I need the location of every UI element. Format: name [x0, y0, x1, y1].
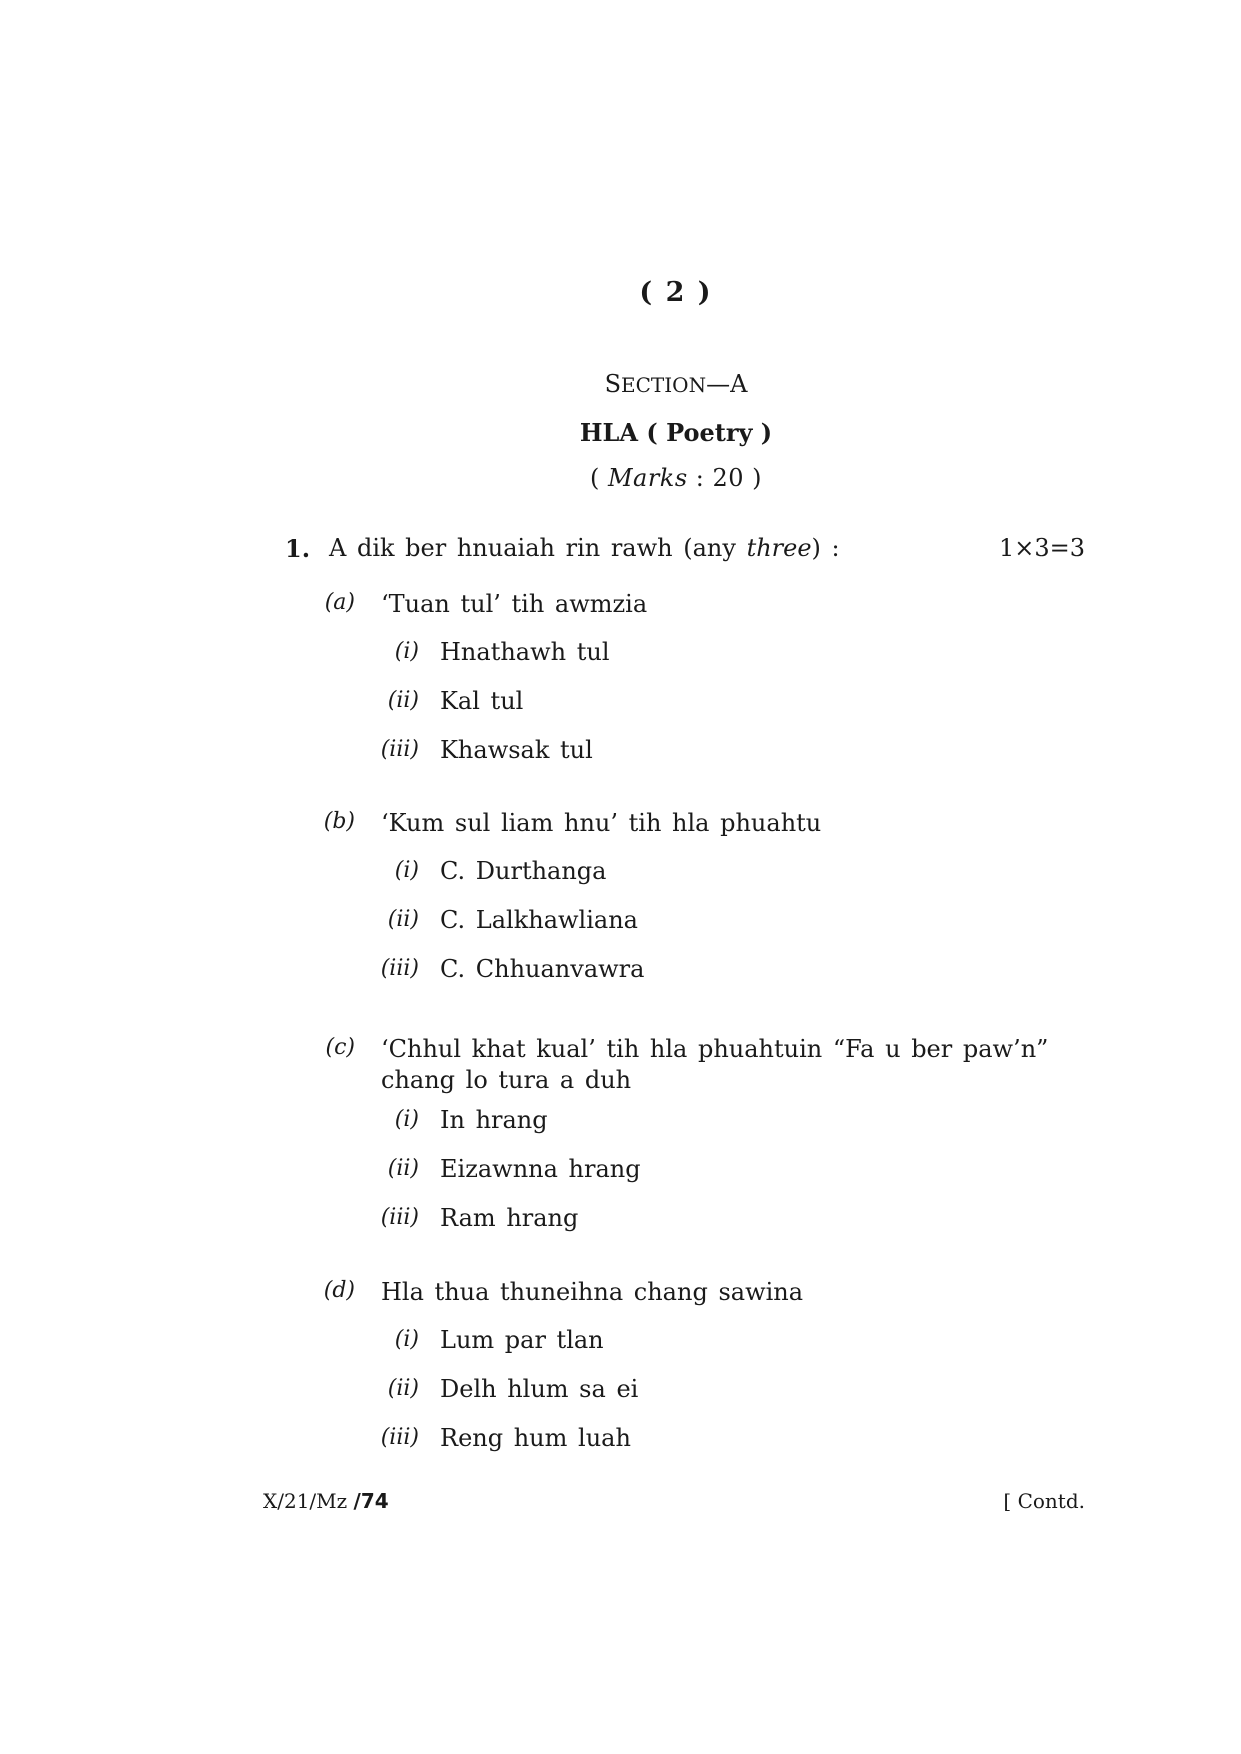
continued-note: [ Contd. — [1003, 1489, 1085, 1513]
option-text: Lum par tlan — [440, 1326, 604, 1354]
question-marks: 1×3=3 — [998, 534, 1085, 562]
subquestion-text: ‘Kum sul liam hnu’ tih hla phuahtu — [381, 809, 822, 837]
option-text: Delh hlum sa ei — [440, 1375, 639, 1403]
option-label: (i) — [394, 639, 419, 664]
option-text: Ram hrang — [440, 1204, 579, 1232]
option-label: (iii) — [380, 1425, 419, 1450]
option-label: (iii) — [380, 1205, 419, 1230]
option-text: Kal tul — [440, 687, 524, 715]
option-text: Hnathawh tul — [440, 638, 610, 666]
option-text: C. Chhuanvawra — [440, 955, 645, 983]
option-label: (iii) — [380, 737, 419, 762]
option-text: C. Lalkhawliana — [440, 906, 638, 934]
subquestion-text: Hla thua thuneihna chang sawina — [381, 1278, 804, 1306]
option-text: In hrang — [440, 1106, 548, 1134]
option-text: Reng hum luah — [440, 1424, 631, 1452]
section-heading: SECTION—A — [604, 370, 748, 398]
question-text: A dik ber hnuaiah rin rawh (any three) : — [329, 534, 840, 562]
option-label: (ii) — [387, 1376, 419, 1401]
subquestion-label: (c) — [325, 1035, 355, 1060]
page-number: ( 2 ) — [639, 277, 713, 308]
option-text: Khawsak tul — [440, 736, 593, 764]
question-number: 1. — [285, 534, 311, 563]
option-label: (i) — [394, 1107, 419, 1132]
option-label: (ii) — [387, 688, 419, 713]
paper-code: X/21/Mz /74 — [263, 1489, 389, 1513]
subquestion-label: (a) — [324, 590, 355, 615]
option-label: (i) — [394, 858, 419, 883]
option-label: (iii) — [380, 956, 419, 981]
subquestion-label: (b) — [323, 809, 355, 834]
subquestion-text: ‘Chhul khat kual’ tih hla phuahtuin “Fa u ber paw’n” — [381, 1035, 1049, 1063]
option-label: (i) — [394, 1327, 419, 1352]
subquestion-label: (d) — [323, 1278, 355, 1303]
subquestion-text-continued: chang lo tura a duh — [381, 1066, 632, 1094]
option-text: C. Durthanga — [440, 857, 607, 885]
option-label: (ii) — [387, 907, 419, 932]
subject-title: HLA ( Poetry ) — [579, 418, 773, 447]
option-label: (ii) — [387, 1156, 419, 1181]
subquestion-text: ‘Tuan tul’ tih awmzia — [381, 590, 648, 618]
section-marks: ( Marks : 20 ) — [589, 464, 763, 492]
option-text: Eizawnna hrang — [440, 1155, 641, 1183]
